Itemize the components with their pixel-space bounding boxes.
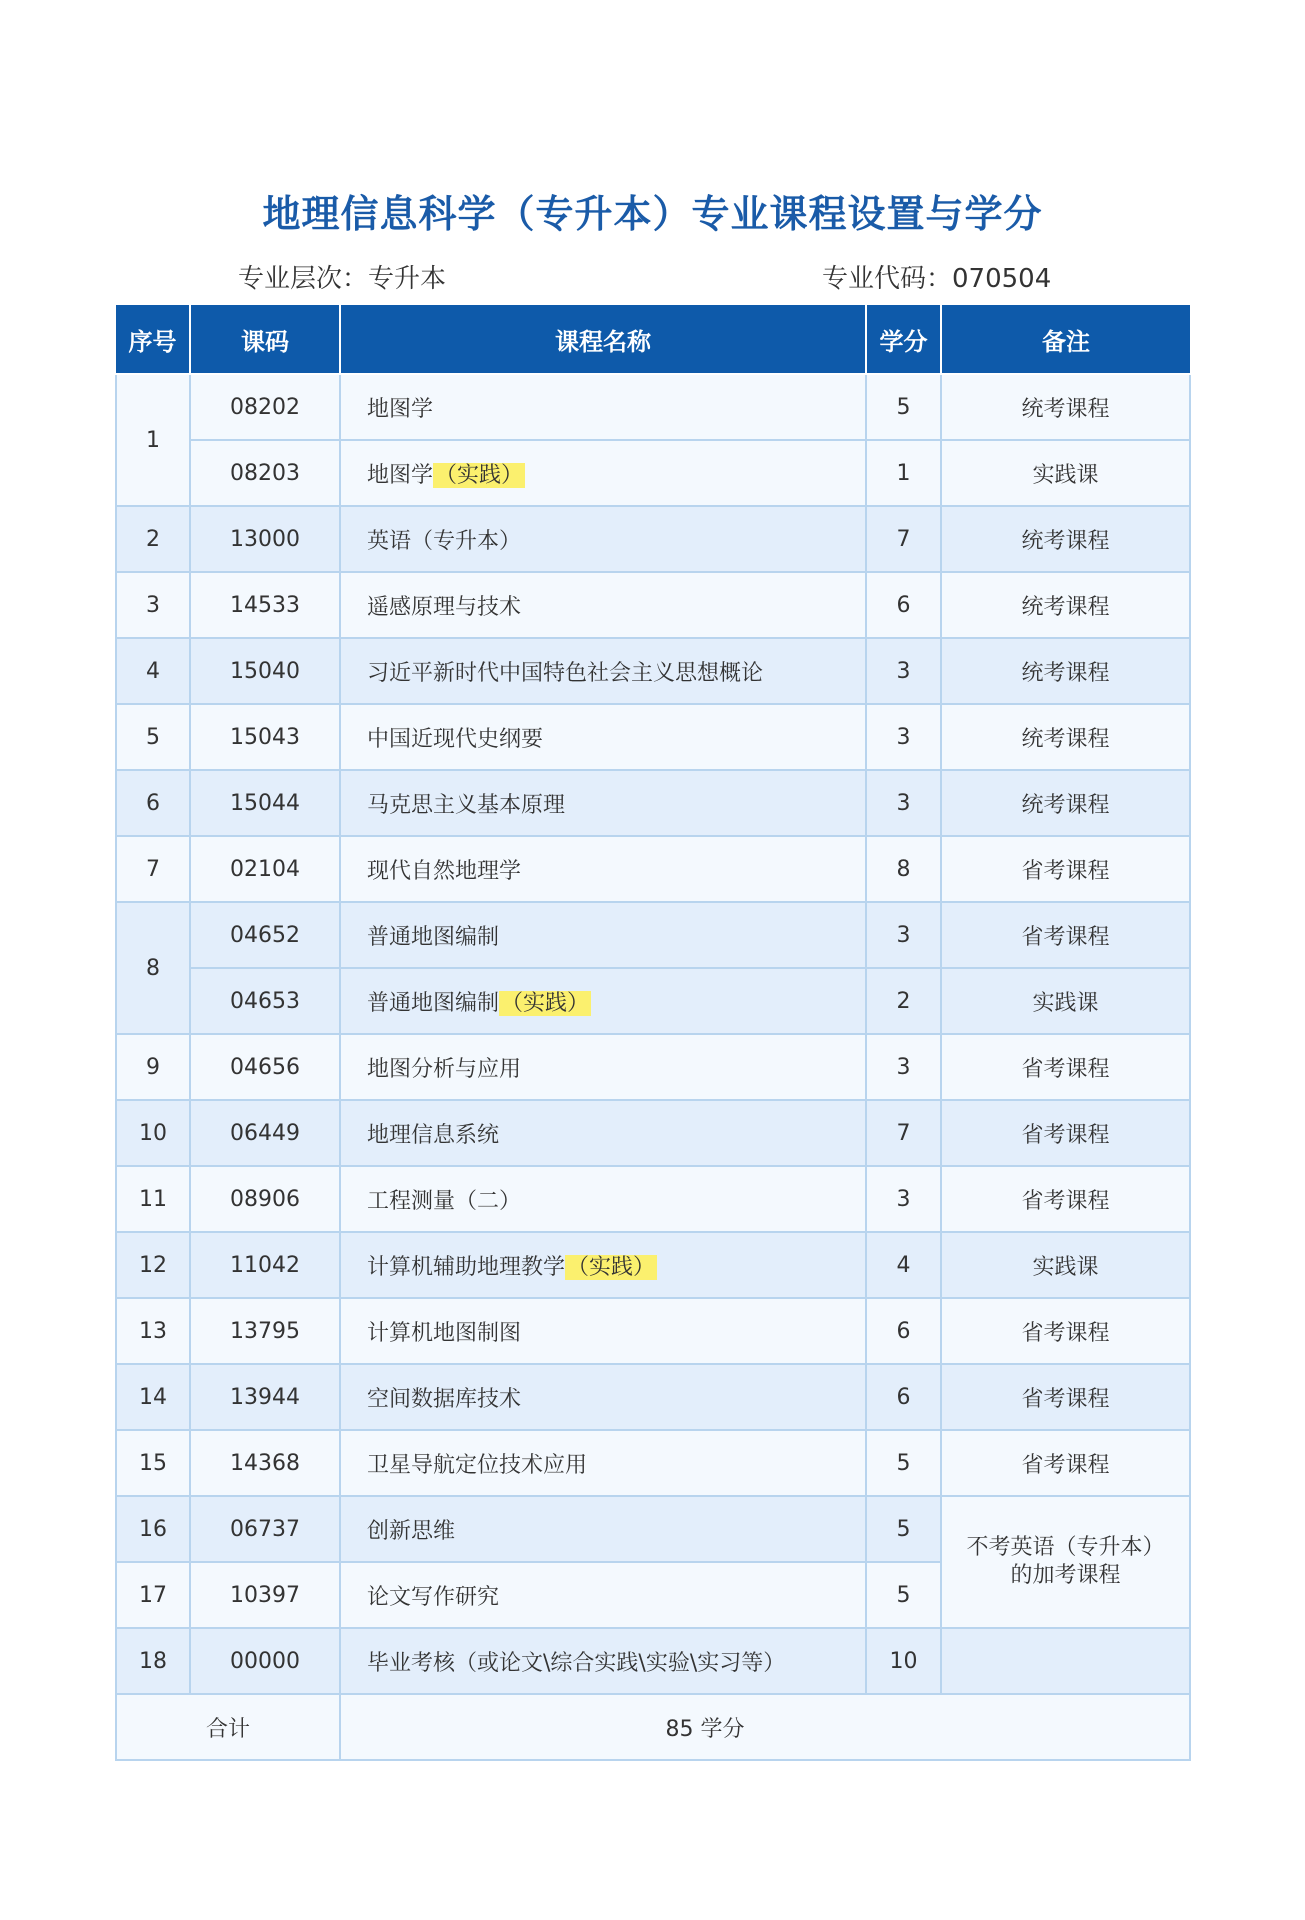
cell-code: 00000 — [190, 1628, 340, 1694]
cell-seq: 16 — [116, 1496, 190, 1562]
cell-note: 省考课程 — [941, 902, 1190, 968]
practice-highlight: （实践） — [501, 990, 590, 1016]
cell-code: 04653 — [190, 968, 340, 1034]
table-row — [116, 968, 1190, 1034]
major-level: 专业层次：专升本 — [238, 264, 447, 294]
table-row — [116, 374, 1190, 440]
table-row — [116, 1100, 1190, 1166]
cell-seq: 6 — [116, 770, 190, 836]
cell-seq: 13 — [116, 1298, 190, 1364]
cell-note: 统考课程 — [941, 704, 1190, 770]
practice-highlight: （实践） — [567, 1254, 656, 1280]
table-row — [116, 1430, 1190, 1496]
cell-name: 地理信息系统 — [340, 1100, 866, 1166]
cell-name: 马克思主义基本原理 — [340, 770, 866, 836]
cell-seq: 12 — [116, 1232, 190, 1298]
cell-note: 统考课程 — [941, 374, 1190, 440]
cell-note — [941, 1628, 1190, 1694]
cell-note: 实践课 — [941, 1232, 1190, 1298]
total-label: 合计 — [116, 1694, 340, 1760]
major-code: 专业代码：070504 — [822, 264, 1052, 294]
cell-name: 卫星导航定位技术应用 — [340, 1430, 866, 1496]
cell-seq: 11 — [116, 1166, 190, 1232]
header-seq: 序号 — [116, 305, 190, 374]
course-table — [115, 305, 1191, 1761]
table-row — [116, 1364, 1190, 1430]
cell-credit: 3 — [866, 902, 941, 968]
table-row — [116, 836, 1190, 902]
cell-name: 创新思维 — [340, 1496, 866, 1562]
cell-seq: 4 — [116, 638, 190, 704]
cell-credit: 5 — [866, 1496, 941, 1562]
cell-note: 省考课程 — [941, 1430, 1190, 1496]
cell-credit: 3 — [866, 704, 941, 770]
cell-credit: 7 — [866, 506, 941, 572]
table-row — [116, 704, 1190, 770]
cell-name: 习近平新时代中国特色社会主义思想概论 — [340, 638, 866, 704]
cell-code: 08202 — [190, 374, 340, 440]
cell-name — [340, 1232, 866, 1298]
cell-name: 地图学 — [340, 374, 866, 440]
table-row — [116, 770, 1190, 836]
cell-name: 空间数据库技术 — [340, 1364, 866, 1430]
cell-note: 实践课 — [941, 440, 1190, 506]
cell-code: 13795 — [190, 1298, 340, 1364]
table-row — [116, 1232, 1190, 1298]
cell-seq: 8 — [116, 902, 190, 1034]
cell-note: 统考课程 — [941, 506, 1190, 572]
cell-credit: 1 — [866, 440, 941, 506]
cell-note: 省考课程 — [941, 1034, 1190, 1100]
cell-name — [340, 440, 866, 506]
cell-code: 10397 — [190, 1562, 340, 1628]
cell-code: 14368 — [190, 1430, 340, 1496]
cell-code: 15040 — [190, 638, 340, 704]
cell-code: 04656 — [190, 1034, 340, 1100]
cell-seq: 9 — [116, 1034, 190, 1100]
cell-credit: 6 — [866, 572, 941, 638]
cell-seq: 17 — [116, 1562, 190, 1628]
practice-highlight: （实践） — [435, 462, 524, 488]
cell-note: 省考课程 — [941, 1100, 1190, 1166]
cell-name: 现代自然地理学 — [340, 836, 866, 902]
cell-note: 省考课程 — [941, 1166, 1190, 1232]
name-text: 普通地图编制 — [367, 990, 500, 1016]
cell-name: 工程测量（二） — [340, 1166, 866, 1232]
cell-code: 02104 — [190, 836, 340, 902]
note-line: 不考英语（专升本） — [966, 1535, 1165, 1560]
cell-code: 04652 — [190, 902, 340, 968]
table-row — [116, 902, 1190, 968]
cell-name — [340, 968, 866, 1034]
name-text: 计算机辅助地理教学 — [367, 1254, 566, 1280]
cell-note: 省考课程 — [941, 1298, 1190, 1364]
cell-code: 13944 — [190, 1364, 340, 1430]
table-row — [116, 1034, 1190, 1100]
cell-credit: 6 — [866, 1298, 941, 1364]
header-code: 课码 — [190, 305, 340, 374]
cell-note: 省考课程 — [941, 836, 1190, 902]
cell-code: 14533 — [190, 572, 340, 638]
cell-name: 地图分析与应用 — [340, 1034, 866, 1100]
total-value: 85 学分 — [340, 1694, 1190, 1760]
cell-seq: 5 — [116, 704, 190, 770]
cell-note: 统考课程 — [941, 770, 1190, 836]
table-row — [116, 1298, 1190, 1364]
cell-credit: 3 — [866, 1166, 941, 1232]
cell-code: 11042 — [190, 1232, 340, 1298]
table-header-row — [116, 305, 1190, 374]
cell-note: 实践课 — [941, 968, 1190, 1034]
cell-seq: 10 — [116, 1100, 190, 1166]
cell-credit: 3 — [866, 1034, 941, 1100]
cell-seq: 1 — [116, 374, 190, 506]
cell-code: 06737 — [190, 1496, 340, 1562]
cell-name: 普通地图编制 — [340, 902, 866, 968]
cell-code: 15043 — [190, 704, 340, 770]
cell-name: 中国近现代史纲要 — [340, 704, 866, 770]
cell-credit: 5 — [866, 374, 941, 440]
table-row — [116, 1496, 1190, 1562]
cell-code: 08906 — [190, 1166, 340, 1232]
cell-seq: 2 — [116, 506, 190, 572]
cell-seq: 14 — [116, 1364, 190, 1430]
table-row — [116, 1166, 1190, 1232]
total-row — [116, 1694, 1190, 1760]
header-credit: 学分 — [866, 305, 941, 374]
cell-name: 毕业考核（或论文\综合实践\实验\实习等） — [340, 1628, 866, 1694]
cell-note: 统考课程 — [941, 638, 1190, 704]
cell-credit: 3 — [866, 638, 941, 704]
cell-code: 15044 — [190, 770, 340, 836]
cell-seq: 7 — [116, 836, 190, 902]
cell-seq: 18 — [116, 1628, 190, 1694]
table-row — [116, 1628, 1190, 1694]
cell-credit: 7 — [866, 1100, 941, 1166]
header-name: 课程名称 — [340, 305, 866, 374]
cell-credit: 3 — [866, 770, 941, 836]
cell-note: 统考课程 — [941, 572, 1190, 638]
cell-credit: 8 — [866, 836, 941, 902]
cell-name: 计算机地图制图 — [340, 1298, 866, 1364]
cell-credit: 5 — [866, 1430, 941, 1496]
cell-seq: 3 — [116, 572, 190, 638]
cell-code: 08203 — [190, 440, 340, 506]
cell-name: 遥感原理与技术 — [340, 572, 866, 638]
cell-note: 省考课程 — [941, 1364, 1190, 1430]
cell-credit: 6 — [866, 1364, 941, 1430]
note-line: 的加考课程 — [1010, 1563, 1121, 1588]
cell-note-merged — [941, 1496, 1190, 1628]
table-row — [116, 440, 1190, 506]
table-row — [116, 572, 1190, 638]
cell-credit: 10 — [866, 1628, 941, 1694]
cell-code: 06449 — [190, 1100, 340, 1166]
table-row — [116, 638, 1190, 704]
cell-code: 13000 — [190, 506, 340, 572]
cell-credit: 4 — [866, 1232, 941, 1298]
cell-credit: 5 — [866, 1562, 941, 1628]
cell-seq: 15 — [116, 1430, 190, 1496]
header-note: 备注 — [941, 305, 1190, 374]
table-row — [116, 506, 1190, 572]
name-text: 地图学 — [367, 462, 434, 488]
cell-credit: 2 — [866, 968, 941, 1034]
cell-name: 论文写作研究 — [340, 1562, 866, 1628]
page-title: 地理信息科学（专升本）专业课程设置与学分 — [262, 192, 1043, 236]
cell-name: 英语（专升本） — [340, 506, 866, 572]
